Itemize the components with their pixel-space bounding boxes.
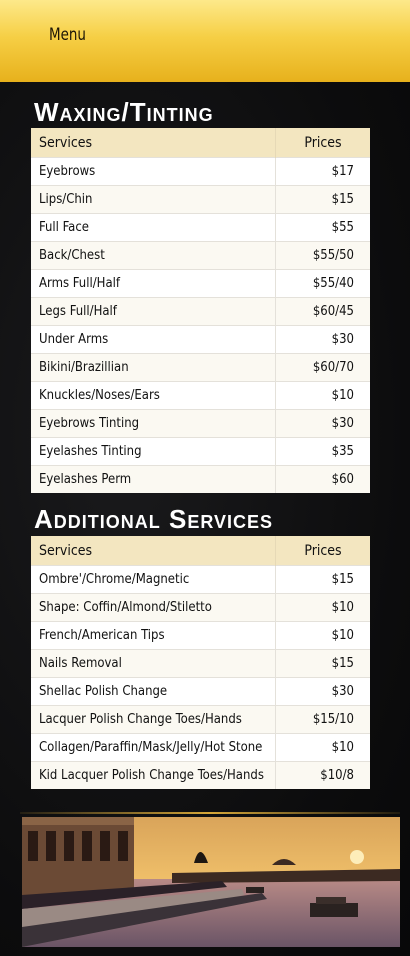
service-price: $15 xyxy=(276,186,371,214)
service-price: $60 xyxy=(276,466,371,494)
service-price: $35 xyxy=(276,438,371,466)
service-price: $55 xyxy=(276,214,371,242)
prices-column-header: Prices xyxy=(276,128,371,158)
service-name: Arms Full/Half xyxy=(31,270,276,298)
service-price: $17 xyxy=(276,158,371,186)
service-price: $30 xyxy=(276,410,371,438)
table-row xyxy=(31,158,370,186)
table-row xyxy=(31,382,370,410)
service-name: Eyelashes Tinting xyxy=(31,438,276,466)
table-row xyxy=(31,186,370,214)
service-price: $30 xyxy=(276,326,371,354)
table-row xyxy=(31,706,370,734)
service-name: Under Arms xyxy=(31,326,276,354)
menu-label[interactable]: Menu xyxy=(49,25,86,45)
services-column-header: Services xyxy=(31,536,276,566)
service-price: $10 xyxy=(276,382,371,410)
table-header-row xyxy=(31,128,370,158)
service-name: Legs Full/Half xyxy=(31,298,276,326)
table-row xyxy=(31,354,370,382)
sunset-river-illustration xyxy=(22,817,400,947)
table-row xyxy=(31,242,370,270)
service-name: Eyebrows Tinting xyxy=(31,410,276,438)
table-row xyxy=(31,270,370,298)
service-price: $60/45 xyxy=(276,298,371,326)
service-name: Shape: Coffin/Almond/Stiletto xyxy=(31,594,276,622)
service-price: $60/70 xyxy=(276,354,371,382)
header-bar xyxy=(0,0,410,82)
service-price: $15 xyxy=(276,566,371,594)
service-price: $10/8 xyxy=(276,762,371,790)
table-row xyxy=(31,298,370,326)
table-row xyxy=(31,214,370,242)
service-name: Ombre'/Chrome/Magnetic xyxy=(31,566,276,594)
table-row xyxy=(31,734,370,762)
table-row xyxy=(31,594,370,622)
table-row xyxy=(31,678,370,706)
table-row xyxy=(31,466,370,494)
river-city-photo xyxy=(22,817,400,947)
service-name: Eyebrows xyxy=(31,158,276,186)
service-name: Bikini/Brazillian xyxy=(31,354,276,382)
service-name: Knuckles/Noses/Ears xyxy=(31,382,276,410)
table-row xyxy=(31,566,370,594)
table-row xyxy=(31,410,370,438)
table-header-row xyxy=(31,536,370,566)
service-name: Eyelashes Perm xyxy=(31,466,276,494)
service-price: $55/40 xyxy=(276,270,371,298)
table-row xyxy=(31,438,370,466)
service-name: Lacquer Polish Change Toes/Hands xyxy=(31,706,276,734)
table-row xyxy=(31,326,370,354)
service-price: $10 xyxy=(276,594,371,622)
table-row xyxy=(31,762,370,790)
service-price: $15 xyxy=(276,650,371,678)
service-price: $15/10 xyxy=(276,706,371,734)
service-price: $10 xyxy=(276,622,371,650)
table-row xyxy=(31,622,370,650)
service-price: $55/50 xyxy=(276,242,371,270)
service-name: Back/Chest xyxy=(31,242,276,270)
prices-column-header: Prices xyxy=(276,536,371,566)
waxing-price-table xyxy=(31,128,370,493)
service-name: French/American Tips xyxy=(31,622,276,650)
service-name: Kid Lacquer Polish Change Toes/Hands xyxy=(31,762,276,790)
service-name: Lips/Chin xyxy=(31,186,276,214)
service-name: Collagen/Paraffin/Mask/Jelly/Hot Stone xyxy=(31,734,276,762)
service-price: $30 xyxy=(276,678,371,706)
service-name: Shellac Polish Change xyxy=(31,678,276,706)
service-price: $10 xyxy=(276,734,371,762)
services-column-header: Services xyxy=(31,128,276,158)
waxing-tinting-title: Waxing/Tinting xyxy=(34,97,214,127)
table-row xyxy=(31,650,370,678)
service-name: Full Face xyxy=(31,214,276,242)
gold-divider xyxy=(20,812,400,814)
service-name: Nails Removal xyxy=(31,650,276,678)
additional-services-price-table xyxy=(31,536,370,789)
additional-services-title: Additional Services xyxy=(34,504,274,534)
